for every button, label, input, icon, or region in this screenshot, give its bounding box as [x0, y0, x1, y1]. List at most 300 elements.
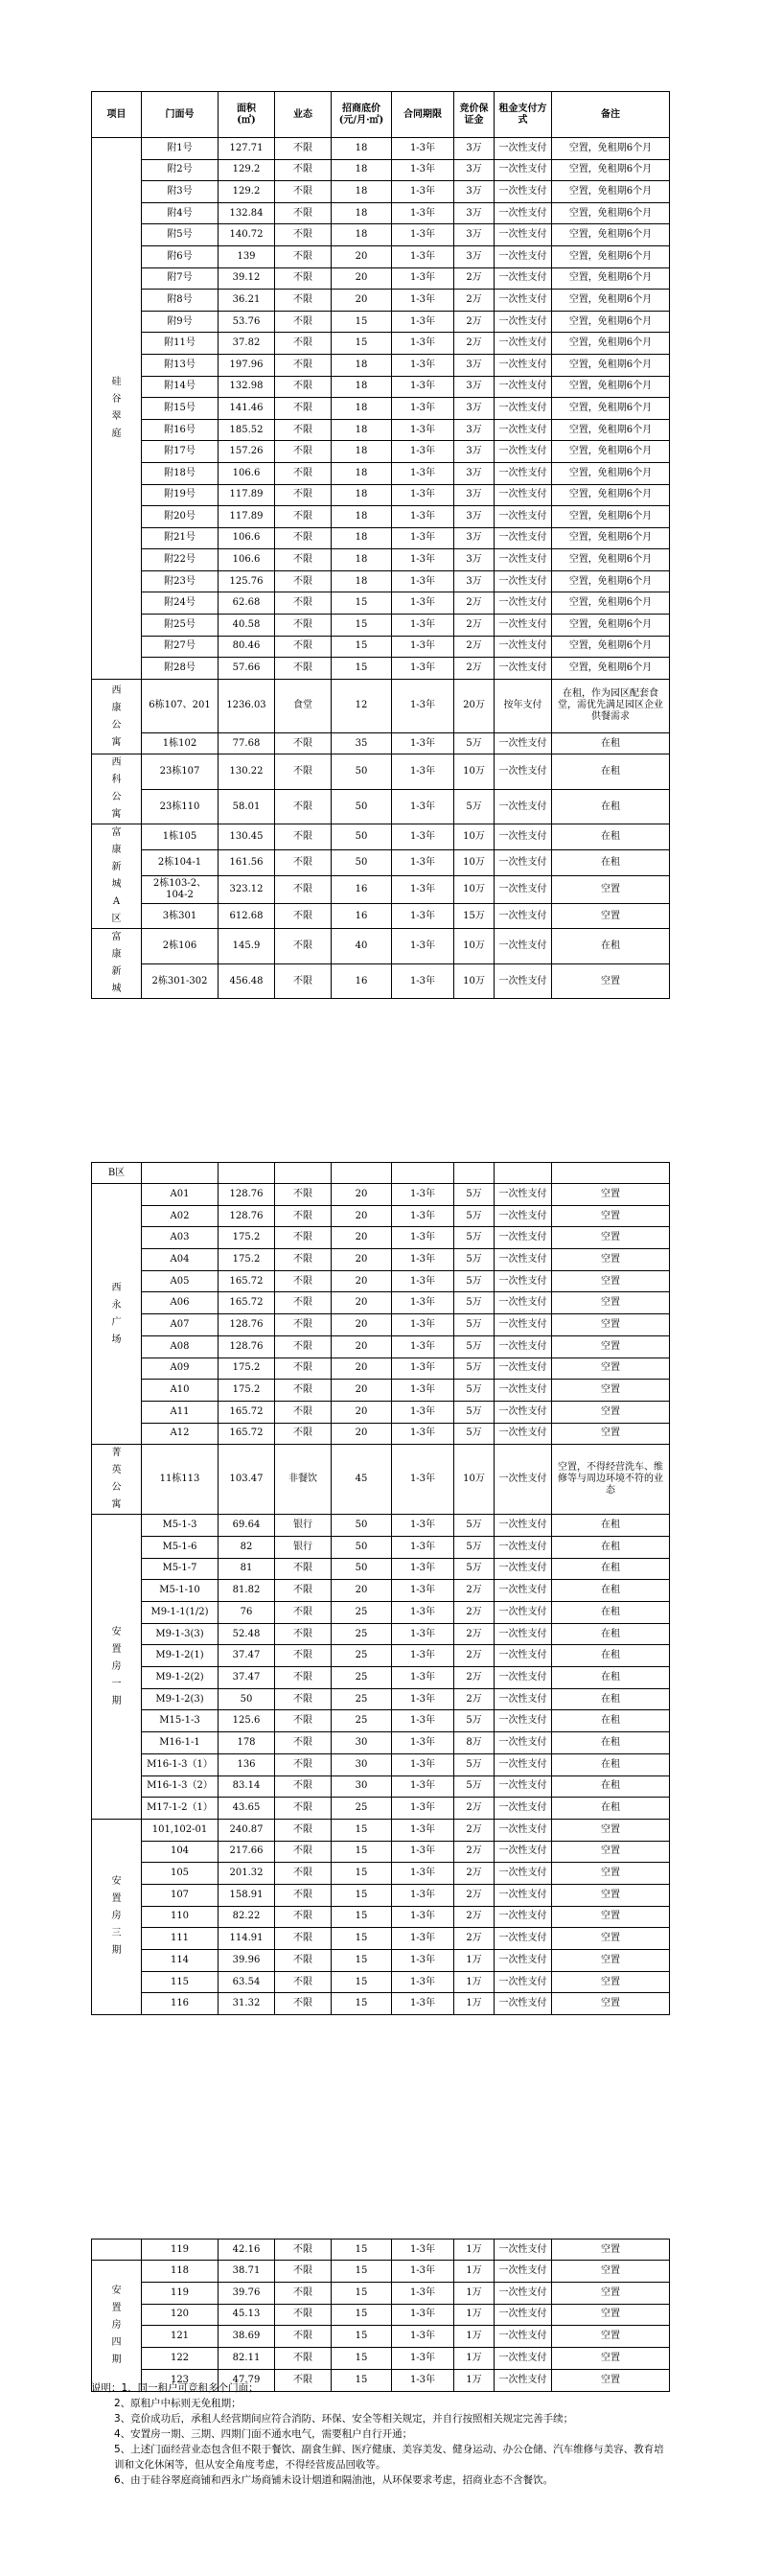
term-cell: 1-3年 [392, 1667, 454, 1689]
format-cell: 不限 [275, 754, 332, 790]
area-cell: 185.52 [219, 419, 275, 441]
price-cell: 15 [332, 2369, 392, 2391]
deposit-cell: 2万 [454, 1884, 495, 1906]
payment-cell: 一次性支付 [495, 658, 552, 680]
format-cell: 不限 [275, 245, 332, 267]
area-cell: 63.54 [219, 1971, 275, 1993]
deposit-cell: 1万 [454, 2239, 495, 2261]
note-line: 2、原租户中标则无免租期； [114, 2398, 242, 2409]
term-cell: 1-3年 [392, 1423, 454, 1445]
format-cell: 不限 [275, 462, 332, 484]
term-cell: 1-3年 [392, 1884, 454, 1906]
term-cell: 1-3年 [392, 441, 454, 463]
table-row [92, 849, 670, 875]
term-cell: 1-3年 [392, 1928, 454, 1950]
unit-cell: 110 [142, 1906, 219, 1928]
deposit-cell: 5万 [454, 1753, 495, 1775]
table-row [92, 1401, 670, 1423]
unit-cell: 118 [142, 2261, 219, 2283]
deposit-cell: 1万 [454, 2369, 495, 2391]
unit-cell: A12 [142, 1423, 219, 1445]
note-cell: 在租，作为园区配套食堂，需优先满足园区企业供餐需求 [552, 679, 670, 732]
deposit-cell: 1万 [454, 1950, 495, 1972]
area-cell: 127.71 [219, 138, 275, 160]
table-row [92, 1732, 670, 1754]
unit-cell: 附25号 [142, 615, 219, 637]
price-cell: 20 [332, 1335, 392, 1358]
unit-cell: A11 [142, 1401, 219, 1423]
payment-cell: 一次性支付 [495, 636, 552, 658]
unit-cell: 1栋105 [142, 824, 219, 850]
price-cell: 25 [332, 1710, 392, 1732]
note-cell: 空置 [552, 963, 670, 999]
note-cell: 在租 [552, 849, 670, 875]
note-cell: 在租 [552, 1775, 670, 1798]
deposit-cell: 5万 [454, 1536, 495, 1558]
note-cell: 空置，免租期6个月 [552, 462, 670, 484]
table-row [92, 2348, 670, 2370]
table-row [92, 1645, 670, 1667]
price-cell: 15 [332, 592, 392, 615]
term-cell: 1-3年 [392, 1335, 454, 1358]
term-cell: 1-3年 [392, 615, 454, 637]
note-cell: 空置 [552, 1227, 670, 1249]
term-cell: 1-3年 [392, 224, 454, 246]
unit-cell: A10 [142, 1380, 219, 1402]
payment-cell: 一次性支付 [495, 1645, 552, 1667]
unit-cell: 23栋110 [142, 789, 219, 824]
payment-cell: 一次性支付 [495, 462, 552, 484]
table-row [92, 159, 670, 181]
table-row [92, 224, 670, 246]
price-cell: 15 [332, 1950, 392, 1972]
deposit-cell: 1万 [454, 2326, 495, 2348]
payment-cell: 一次性支付 [495, 2282, 552, 2304]
payment-cell: 一次性支付 [495, 506, 552, 528]
price-cell: 15 [332, 2348, 392, 2370]
term-cell: 1-3年 [392, 1558, 454, 1580]
header-note: 备注 [552, 92, 670, 138]
price-cell: 25 [332, 1667, 392, 1689]
term-cell: 1-3年 [392, 333, 454, 355]
deposit-cell: 2万 [454, 1645, 495, 1667]
term-cell: 1-3年 [392, 2304, 454, 2326]
payment-cell: 一次性支付 [495, 1335, 552, 1358]
format-cell: 不限 [275, 789, 332, 824]
table-row [92, 506, 670, 528]
deposit-cell: 2万 [454, 267, 495, 290]
format-cell: 不限 [275, 224, 332, 246]
payment-cell: 一次性支付 [495, 1423, 552, 1445]
deposit-cell: 10万 [454, 963, 495, 999]
price-cell: 20 [332, 1401, 392, 1423]
note-cell: 空置，免租期6个月 [552, 549, 670, 571]
note-cell: 空置，免租期6个月 [552, 615, 670, 637]
table-row [92, 1602, 670, 1624]
area-cell: 80.46 [219, 636, 275, 658]
term-cell: 1-3年 [392, 462, 454, 484]
note-cell: 在租 [552, 824, 670, 850]
term-cell: 1-3年 [392, 1732, 454, 1754]
unit-cell: 101,102-01 [142, 1819, 219, 1841]
project-cell [92, 1445, 142, 1515]
note-cell: 在租 [552, 1732, 670, 1754]
payment-cell: 一次性支付 [495, 1710, 552, 1732]
term-cell: 1-3年 [392, 2261, 454, 2283]
deposit-cell: 10万 [454, 754, 495, 790]
table-row [92, 1270, 670, 1292]
table-row [92, 354, 670, 376]
format-cell: 不限 [275, 1380, 332, 1402]
note-line: 6、由于硅谷翠庭商铺和西永广场商铺未设计烟道和隔油池，从环保要求考虑，招商业态不含餐饮。 [114, 2474, 554, 2486]
format-cell: 不限 [275, 1971, 332, 1993]
project-name: 硅谷翠庭 [111, 376, 122, 439]
format-cell: 不限 [275, 1401, 332, 1423]
unit-cell: 附9号 [142, 311, 219, 333]
note-cell: 空置，免租期6个月 [552, 290, 670, 312]
unit-cell: 附19号 [142, 484, 219, 506]
table-header-row [92, 92, 670, 138]
project-cell [92, 2239, 142, 2261]
table-row [92, 267, 670, 290]
format-cell: 不限 [275, 2304, 332, 2326]
price-cell: 20 [332, 267, 392, 290]
format-cell: 不限 [275, 1732, 332, 1754]
format-cell: 不限 [275, 138, 332, 160]
note-cell: 空置 [552, 1358, 670, 1380]
payment-cell: 一次性支付 [495, 376, 552, 398]
price-cell: 50 [332, 789, 392, 824]
price-cell: 15 [332, 1993, 392, 2015]
note-cell: 在租 [552, 1515, 670, 1537]
payment-cell: 一次性支付 [495, 1971, 552, 1993]
price-cell: 18 [332, 527, 392, 549]
price-cell: 15 [332, 1906, 392, 1928]
area-cell: 128.76 [219, 1314, 275, 1336]
format-cell: 不限 [275, 875, 332, 903]
deposit-cell: 2万 [454, 1906, 495, 1928]
deposit-cell: 2万 [454, 1841, 495, 1863]
table-row [92, 2282, 670, 2304]
deposit-cell: 5万 [454, 1292, 495, 1314]
table-row [92, 1906, 670, 1928]
area-cell: 38.71 [219, 2261, 275, 2283]
format-cell: 不限 [275, 333, 332, 355]
term-cell: 1-3年 [392, 1536, 454, 1558]
format-cell: 不限 [275, 903, 332, 929]
price-cell: 20 [332, 245, 392, 267]
table-row [92, 1205, 670, 1227]
area-cell: 128.76 [219, 1335, 275, 1358]
note-cell: 空置 [552, 1423, 670, 1445]
area-cell: 37.82 [219, 333, 275, 355]
unit-cell: 附3号 [142, 181, 219, 203]
payment-cell: 一次性支付 [495, 615, 552, 637]
area-cell: 39.96 [219, 1950, 275, 1972]
table-row [92, 636, 670, 658]
note-cell: 在租 [552, 732, 670, 754]
deposit-cell: 5万 [454, 1401, 495, 1423]
area-cell: 197.96 [219, 354, 275, 376]
payment-cell: 一次性支付 [495, 1292, 552, 1314]
deposit-cell: 3万 [454, 245, 495, 267]
format-cell: 不限 [275, 1314, 332, 1336]
unit-cell: M9-1-2(3) [142, 1688, 219, 1710]
unit-cell: 附4号 [142, 202, 219, 224]
table-row [92, 1667, 670, 1689]
note-cell: 在租 [552, 1580, 670, 1602]
unit-cell: M16-1-3（1） [142, 1753, 219, 1775]
note-cell: 空置，免租期6个月 [552, 159, 670, 181]
area-cell: 82.11 [219, 2348, 275, 2370]
rental-table-1 [91, 91, 670, 999]
unit-cell: 114 [142, 1950, 219, 1972]
term-cell: 1-3年 [392, 1688, 454, 1710]
format-cell: 不限 [275, 1358, 332, 1380]
deposit-cell: 2万 [454, 658, 495, 680]
format-cell: 不限 [275, 267, 332, 290]
note-cell: 空置 [552, 1841, 670, 1863]
deposit-cell: 5万 [454, 1205, 495, 1227]
rental-table-2 [91, 1162, 670, 2015]
format-cell: 银行 [275, 1536, 332, 1558]
format-cell: 不限 [275, 1884, 332, 1906]
note-cell: 在租 [552, 1710, 670, 1732]
price-cell: 15 [332, 333, 392, 355]
deposit-cell: 2万 [454, 1928, 495, 1950]
area-cell: 39.76 [219, 2282, 275, 2304]
format-cell: 非餐饮 [275, 1445, 332, 1515]
term-cell: 1-3年 [392, 658, 454, 680]
format-cell: 不限 [275, 419, 332, 441]
payment-cell: 一次性支付 [495, 1623, 552, 1645]
deposit-cell: 3万 [454, 419, 495, 441]
term-cell: 1-3年 [392, 929, 454, 964]
unit-cell: 附18号 [142, 462, 219, 484]
payment-cell: 一次性支付 [495, 2369, 552, 2391]
deposit-cell: 3万 [454, 549, 495, 571]
format-cell: 银行 [275, 1515, 332, 1537]
term-cell: 1-3年 [392, 1445, 454, 1515]
payment-cell: 一次性支付 [495, 592, 552, 615]
table-row [92, 658, 670, 680]
note-cell: 在租 [552, 1558, 670, 1580]
format-cell: 不限 [275, 1993, 332, 2015]
price-cell: 35 [332, 732, 392, 754]
deposit-cell: 3万 [454, 484, 495, 506]
note-cell: 空置 [552, 1401, 670, 1423]
unit-cell: A04 [142, 1249, 219, 1271]
payment-cell: 一次性支付 [495, 333, 552, 355]
area-cell: 158.91 [219, 1884, 275, 1906]
note-cell: 空置，不得经营洗车、维修等与周边环境不符的业态 [552, 1445, 670, 1515]
term-cell: 1-3年 [392, 138, 454, 160]
table-row [92, 1710, 670, 1732]
area-cell: 58.01 [219, 789, 275, 824]
area-cell: 612.68 [219, 903, 275, 929]
note-cell: 空置 [552, 2282, 670, 2304]
note-cell: 空置，免租期6个月 [552, 376, 670, 398]
term-cell: 1-3年 [392, 2239, 454, 2261]
format-cell: 不限 [275, 2282, 332, 2304]
term-cell: 1-3年 [392, 2282, 454, 2304]
payment-cell: 一次性支付 [495, 1358, 552, 1380]
deposit-cell: 5万 [454, 1775, 495, 1798]
price-cell: 16 [332, 875, 392, 903]
area-cell: 132.98 [219, 376, 275, 398]
note-cell: 在租 [552, 754, 670, 790]
payment-cell: 一次性支付 [495, 2348, 552, 2370]
unit-cell: 附27号 [142, 636, 219, 658]
format-cell: 不限 [275, 1292, 332, 1314]
deposit-cell: 10万 [454, 824, 495, 850]
format-cell: 不限 [275, 484, 332, 506]
deposit-cell: 3万 [454, 224, 495, 246]
note-cell: 空置 [552, 1184, 670, 1206]
price-cell: 18 [332, 376, 392, 398]
term-cell: 1-3年 [392, 484, 454, 506]
price-cell: 15 [332, 1819, 392, 1841]
unit-cell: 6栋107、201 [142, 679, 219, 732]
table-row [92, 1884, 670, 1906]
area-cell: 114.91 [219, 1928, 275, 1950]
area-cell: 106.6 [219, 527, 275, 549]
unit-cell: 123 [142, 2369, 219, 2391]
header-term: 合同期限 [392, 92, 454, 138]
format-cell: 不限 [275, 2261, 332, 2283]
price-cell: 50 [332, 849, 392, 875]
format-cell: 不限 [275, 159, 332, 181]
format-cell: 不限 [275, 1753, 332, 1775]
price-cell: 18 [332, 138, 392, 160]
unit-cell: 附17号 [142, 441, 219, 463]
deposit-cell: 5万 [454, 1249, 495, 1271]
area-cell: 129.2 [219, 159, 275, 181]
deposit-cell: 1万 [454, 1971, 495, 1993]
area-cell: 130.45 [219, 824, 275, 850]
note-cell: 在租 [552, 929, 670, 964]
project-name: 西康公寓 [111, 685, 122, 748]
note-cell: 空置，免租期6个月 [552, 570, 670, 592]
table-row [92, 202, 670, 224]
term-cell: 1-3年 [392, 527, 454, 549]
payment-cell: 一次性支付 [495, 1401, 552, 1423]
deposit-cell: 3万 [454, 159, 495, 181]
note-cell: 在租 [552, 789, 670, 824]
unit-cell: 2栋104-1 [142, 849, 219, 875]
payment-cell: 一次性支付 [495, 245, 552, 267]
table-row [92, 398, 670, 420]
format-cell: 不限 [275, 506, 332, 528]
term-cell: 1-3年 [392, 1249, 454, 1271]
payment-cell: 一次性支付 [495, 527, 552, 549]
unit-cell: M9-1-2(1) [142, 1645, 219, 1667]
area-cell: 37.47 [219, 1645, 275, 1667]
format-cell: 不限 [275, 398, 332, 420]
table-row [92, 376, 670, 398]
term-cell: 1-3年 [392, 1819, 454, 1841]
table-row [92, 441, 670, 463]
area-cell: 201.32 [219, 1863, 275, 1885]
area-cell: 106.6 [219, 462, 275, 484]
term-cell: 1-3年 [392, 1184, 454, 1206]
term-cell: 1-3年 [392, 849, 454, 875]
term-cell: 1-3年 [392, 875, 454, 903]
payment-cell: 一次性支付 [495, 202, 552, 224]
payment-cell: 一次性支付 [495, 1863, 552, 1885]
unit-cell: 2栋106 [142, 929, 219, 964]
unit-cell: 附28号 [142, 658, 219, 680]
payment-cell: 一次性支付 [495, 1536, 552, 1558]
format-cell: 不限 [275, 441, 332, 463]
unit-cell: 105 [142, 1863, 219, 1885]
area-cell: 43.65 [219, 1798, 275, 1820]
table-row [92, 1249, 670, 1271]
table-row [92, 929, 670, 964]
area-cell: 128.76 [219, 1205, 275, 1227]
payment-cell: 一次性支付 [495, 2326, 552, 2348]
format-cell: 不限 [275, 1184, 332, 1206]
table-row [92, 592, 670, 615]
table-row [92, 1335, 670, 1358]
deposit-cell: 2万 [454, 1667, 495, 1689]
payment-cell: 一次性支付 [495, 2304, 552, 2326]
payment-cell: 一次性支付 [495, 824, 552, 850]
deposit-cell: 1万 [454, 2282, 495, 2304]
table-row [92, 963, 670, 999]
unit-cell: A06 [142, 1292, 219, 1314]
payment-cell: 一次性支付 [495, 1732, 552, 1754]
price-cell: 50 [332, 824, 392, 850]
unit-cell: A07 [142, 1314, 219, 1336]
term-cell: 1-3年 [392, 1602, 454, 1624]
note-cell: 空置，免租期6个月 [552, 419, 670, 441]
price-cell: 18 [332, 419, 392, 441]
term-cell: 1-3年 [392, 290, 454, 312]
header-deposit: 竞价保证金 [454, 92, 495, 138]
deposit-cell: 1万 [454, 1993, 495, 2015]
deposit-cell: 5万 [454, 1270, 495, 1292]
deposit-cell: 3万 [454, 570, 495, 592]
deposit-cell: 5万 [454, 1358, 495, 1380]
area-cell: 129.2 [219, 181, 275, 203]
term-cell: 1-3年 [392, 1906, 454, 1928]
note-cell: 空置 [552, 2261, 670, 2283]
area-cell: 62.68 [219, 592, 275, 615]
deposit-cell: 20万 [454, 679, 495, 732]
deposit-cell: 3万 [454, 354, 495, 376]
unit-cell: 附15号 [142, 398, 219, 420]
format-cell: 不限 [275, 963, 332, 999]
table-row [92, 1863, 670, 1885]
unit-cell: 附22号 [142, 549, 219, 571]
area-cell: 145.9 [219, 929, 275, 964]
format-cell: 不限 [275, 636, 332, 658]
price-cell: 15 [332, 2261, 392, 2283]
note-cell: 空置 [552, 1249, 670, 1271]
payment-cell: 一次性支付 [495, 1515, 552, 1537]
format-cell: 不限 [275, 570, 332, 592]
project-cell [92, 929, 142, 999]
unit-cell: 附20号 [142, 506, 219, 528]
table-row [92, 138, 670, 160]
unit-cell: 23栋107 [142, 754, 219, 790]
deposit-cell: 5万 [454, 1335, 495, 1358]
project-name: 富康新城 [111, 932, 122, 995]
unit-cell: A08 [142, 1335, 219, 1358]
area-cell: 165.72 [219, 1270, 275, 1292]
unit-cell: A05 [142, 1270, 219, 1292]
